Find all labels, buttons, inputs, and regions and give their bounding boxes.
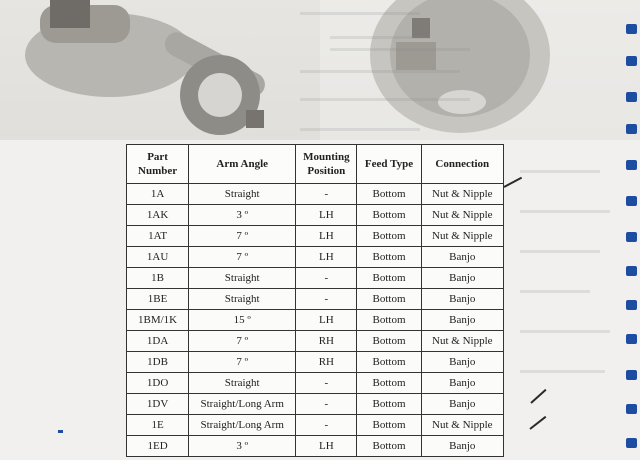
table-row xyxy=(127,247,504,268)
cell-mounting-position: RH xyxy=(296,352,357,373)
column-header-part-number: Part Number xyxy=(127,145,189,184)
cell-arm-angle: 15 º xyxy=(189,310,296,331)
binding-ring xyxy=(626,196,637,206)
table-row xyxy=(127,373,504,394)
cell-feed-type: Bottom xyxy=(357,436,421,457)
cell-connection: Banjo xyxy=(421,268,503,289)
cell-feed-type: Bottom xyxy=(357,415,421,436)
cell-part-number: 1B xyxy=(127,268,189,289)
binding-ring xyxy=(626,266,637,276)
cell-part-number: 1BE xyxy=(127,289,189,310)
cell-connection: Nut & Nipple xyxy=(421,205,503,226)
parts-table xyxy=(126,144,504,457)
parts-table-container xyxy=(126,144,504,457)
cell-arm-angle: 7 º xyxy=(189,247,296,268)
binding-ring xyxy=(626,24,637,34)
cell-part-number: 1DB xyxy=(127,352,189,373)
table-row xyxy=(127,331,504,352)
cell-connection: Nut & Nipple xyxy=(421,184,503,205)
table-row xyxy=(127,289,504,310)
cell-arm-angle: Straight xyxy=(189,184,296,205)
table-row xyxy=(127,205,504,226)
table-row xyxy=(127,352,504,373)
cell-mounting-position: - xyxy=(296,415,357,436)
cell-part-number: 1A xyxy=(127,184,189,205)
cell-part-number: 1DV xyxy=(127,394,189,415)
cell-connection: Banjo xyxy=(421,289,503,310)
binding-ring xyxy=(626,232,637,242)
cell-part-number: 1DA xyxy=(127,331,189,352)
cell-connection: Nut & Nipple xyxy=(421,331,503,352)
cell-feed-type: Bottom xyxy=(357,352,421,373)
column-header-mounting-position: Mounting Position xyxy=(296,145,357,184)
cell-part-number: 1AU xyxy=(127,247,189,268)
binding-ring xyxy=(626,370,637,380)
cell-part-number: 1BM/1K xyxy=(127,310,189,331)
cell-connection: Banjo xyxy=(421,310,503,331)
binding-ring xyxy=(626,92,637,102)
table-row xyxy=(127,436,504,457)
cell-part-number: 1AT xyxy=(127,226,189,247)
binding-ring xyxy=(626,404,637,414)
column-header-feed-type: Feed Type xyxy=(357,145,421,184)
cell-feed-type: Bottom xyxy=(357,310,421,331)
cell-mounting-position: RH xyxy=(296,331,357,352)
cell-arm-angle: Straight/Long Arm xyxy=(189,394,296,415)
cell-mounting-position: LH xyxy=(296,436,357,457)
binding-ring xyxy=(626,334,637,344)
cell-connection: Banjo xyxy=(421,247,503,268)
cell-feed-type: Bottom xyxy=(357,205,421,226)
table-row xyxy=(127,415,504,436)
blue-dot xyxy=(58,430,63,433)
cell-arm-angle: 7 º xyxy=(189,331,296,352)
cell-part-number: 1DO xyxy=(127,373,189,394)
cell-part-number: 1E xyxy=(127,415,189,436)
table-row xyxy=(127,226,504,247)
cell-arm-angle: 3 º xyxy=(189,436,296,457)
cell-mounting-position: - xyxy=(296,289,357,310)
column-header-arm-angle: Arm Angle xyxy=(189,145,296,184)
cell-arm-angle: 3 º xyxy=(189,205,296,226)
cell-arm-angle: Straight xyxy=(189,289,296,310)
cell-connection: Banjo xyxy=(421,373,503,394)
cell-mounting-position: LH xyxy=(296,310,357,331)
table-row xyxy=(127,310,504,331)
binding-ring xyxy=(626,438,637,448)
cell-part-number: 1AK xyxy=(127,205,189,226)
cell-mounting-position: LH xyxy=(296,247,357,268)
cell-part-number: 1ED xyxy=(127,436,189,457)
cell-arm-angle: Straight xyxy=(189,373,296,394)
cell-feed-type: Bottom xyxy=(357,226,421,247)
cell-arm-angle: 7 º xyxy=(189,352,296,373)
cell-mounting-position: - xyxy=(296,394,357,415)
cell-feed-type: Bottom xyxy=(357,247,421,268)
cell-mounting-position: - xyxy=(296,373,357,394)
cell-connection: Banjo xyxy=(421,394,503,415)
table-header-row xyxy=(127,145,504,184)
cell-arm-angle: 7 º xyxy=(189,226,296,247)
spiral-binding xyxy=(622,0,640,460)
binding-ring xyxy=(626,300,637,310)
cell-feed-type: Bottom xyxy=(357,268,421,289)
binding-ring xyxy=(626,160,637,170)
table-row xyxy=(127,394,504,415)
cell-mounting-position: LH xyxy=(296,226,357,247)
binding-ring xyxy=(626,56,637,66)
cell-arm-angle: Straight xyxy=(189,268,296,289)
cell-connection: Nut & Nipple xyxy=(421,226,503,247)
cell-mounting-position: LH xyxy=(296,205,357,226)
cell-mounting-position: - xyxy=(296,268,357,289)
cell-mounting-position: - xyxy=(296,184,357,205)
table-row xyxy=(127,268,504,289)
cell-feed-type: Bottom xyxy=(357,373,421,394)
cell-connection: Nut & Nipple xyxy=(421,415,503,436)
cell-feed-type: Bottom xyxy=(357,394,421,415)
binding-ring xyxy=(626,124,637,134)
cell-feed-type: Bottom xyxy=(357,331,421,352)
cell-connection: Banjo xyxy=(421,352,503,373)
cell-arm-angle: Straight/Long Arm xyxy=(189,415,296,436)
cell-connection: Banjo xyxy=(421,436,503,457)
table-row xyxy=(127,184,504,205)
cell-feed-type: Bottom xyxy=(357,289,421,310)
cell-feed-type: Bottom xyxy=(357,184,421,205)
column-header-connection: Connection xyxy=(421,145,503,184)
